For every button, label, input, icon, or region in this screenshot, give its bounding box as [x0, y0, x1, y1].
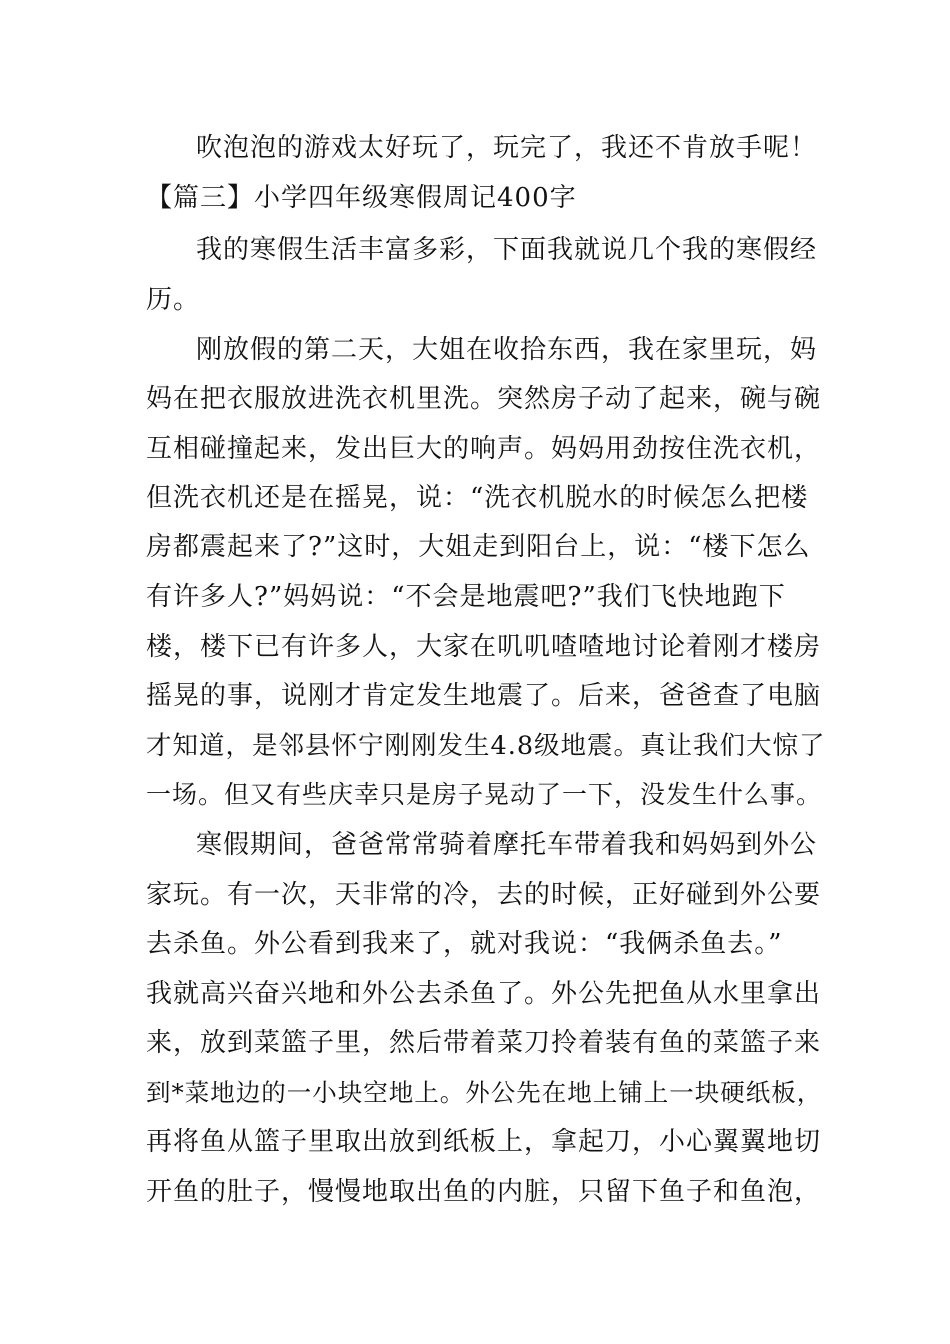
text-line: 寒假期间，爸爸常常骑着摩托车带着我和妈妈到外公 — [196, 830, 818, 860]
section-heading: 【篇三】小学四年级寒假周记400字 — [146, 183, 577, 213]
text-line: 摇晃的事，说刚才肯定发生地震了。后来，爸爸查了电脑 — [146, 681, 822, 711]
text-line: 才知道，是邻县怀宁刚刚发生4.8级地震。真让我们大惊了 — [146, 731, 826, 761]
text-line: 吹泡泡的游戏太好玩了，玩完了，我还不肯放手呢！ — [196, 133, 818, 163]
text-line: 刚放假的第二天，大姐在收拾东西，我在家里玩，妈 — [196, 335, 818, 365]
text-line: 有许多人?”妈妈说：“不会是地震吧?”我们飞快地跑下 — [146, 582, 786, 612]
text-line: 再将鱼从篮子里取出放到纸板上，拿起刀，小心翼翼地切 — [146, 1127, 822, 1157]
text-line: 互相碰撞起来，发出巨大的响声。妈妈用劲按住洗衣机， — [146, 434, 822, 464]
text-line: 妈在把衣服放进洗衣机里洗。突然房子动了起来，碗与碗 — [146, 384, 822, 414]
text-line: 家玩。有一次，天非常的冷，去的时候，正好碰到外公要 — [146, 880, 822, 910]
text-line: 房都震起来了?”这时，大姐走到阳台上，说：“楼下怎么 — [146, 532, 811, 562]
text-line: 一场。但又有些庆幸只是房子晃动了一下，没发生什么事。 — [146, 780, 823, 809]
text-line: 楼，楼下已有许多人，大家在叽叽喳喳地讨论着刚才楼房 — [146, 632, 822, 662]
text-line: 我的寒假生活丰富多彩，下面我就说几个我的寒假经 — [196, 235, 818, 265]
text-line: 但洗衣机还是在摇晃，说：“洗衣机脱水的时候怎么把楼 — [146, 483, 809, 513]
text-line: 历。 — [146, 285, 201, 315]
text-line: 开鱼的肚子，慢慢地取出鱼的内脏，只留下鱼子和鱼泡， — [146, 1177, 822, 1207]
text-line: 我就高兴奋兴地和外公去杀鱼了。外公先把鱼从水里拿出 — [146, 979, 822, 1009]
text-line: 到*菜地边的一小块空地上。外公先在地上铺上一块硬纸板， — [146, 1078, 823, 1107]
text-line: 来，放到菜篮子里，然后带着菜刀拎着装有鱼的菜篮子来 — [146, 1028, 822, 1058]
text-line: 去杀鱼。外公看到我来了，就对我说：“我俩杀鱼去。” — [146, 929, 783, 959]
